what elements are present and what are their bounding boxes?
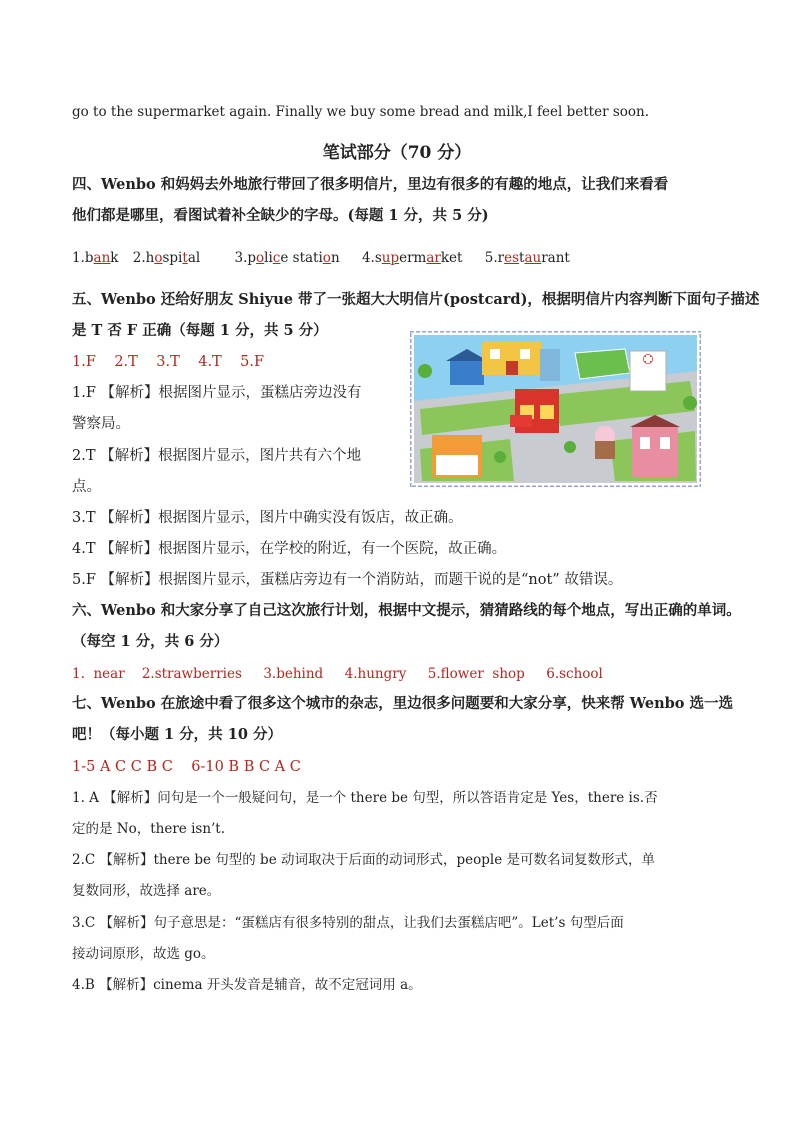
postcard-city-image [410,331,701,487]
s5-explain-4: 4.T 【解析】根据图片显示，在学校的附近，有一个医院，故正确。 [72,541,507,557]
s4-heading-2: 他们都是哪里，看图试着补全缺少的字母。(每题 1 分，共 5 分) [72,207,489,224]
s7-explain-1b: 定的是 No，there isn’t. [72,821,226,837]
s4-word-2: 2.hospital [132,250,201,266]
s4-word-3: 3.police station [234,250,340,266]
s6-heading-1: 六、Wenbo 和大家分享了自己这次旅行计划，根据中文提示，猜猜路线的每个地点，写出正确的单词。 [72,602,741,619]
s5-explain-1a: 1.F 【解析】根据图片显示，蛋糕店旁边没有 [72,385,362,401]
s7-heading-2: 吧！（每小题 1 分，共 10 分） [72,726,282,743]
s7-explain-3a: 3.C 【解析】句子意思是：“蛋糕店有很多特别的甜点，让我们去蛋糕店吧”。Let’s 句型后面 [72,915,624,931]
s4-word-1: 1.bank [72,250,119,266]
s5-explain-2b: 点。 [72,479,101,495]
s5-explain-1b: 警察局。 [72,416,130,432]
s6-answers: 1. near 2.strawberries 3.behind 4.hungry 5.flower shop 6.school [72,666,603,682]
s7-explain-2a: 2.C 【解析】there be 句型的 be 动词取决于后面的动词形式，people 是可数名词复数形式，单 [72,852,655,868]
section-title: 笔试部分（70 分） [322,143,472,163]
s5-explain-2a: 2.T 【解析】根据图片显示，图片共有六个地 [72,448,362,464]
s7-heading-1: 七、Wenbo 在旅途中看了很多这个城市的杂志，里边很多问题要和大家分享，快来帮 Wenbo 选一选 [72,695,733,712]
s4-heading-1: 四、Wenbo 和妈妈去外地旅行带回了很多明信片，里边有很多的有趣的地点，让我们来看看 [72,176,669,193]
s5-explain-5: 5.F 【解析】根据图片显示，蛋糕店旁边有一个消防站，而题干说的是“not” 故错误。 [72,572,623,588]
s7-answers: 1-5 A C C B C 6-10 B B C A C [72,759,301,775]
s5-heading-1: 五、Wenbo 还给好朋友 Shiyue 带了一张超大大明信片(postcard)，根据明信片内容判断下面句子描述 [72,291,760,308]
intro-line: go to the supermarket again. Finally we buy some bread and milk,I feel better soon. [72,104,649,120]
s5-heading-2: 是 T 否 F 正确（每题 1 分，共 5 分） [72,322,328,339]
s7-explain-3b: 接动词原形，故选 go。 [72,946,215,962]
s5-explain-3: 3.T 【解析】根据图片显示，图片中确实没有饭店，故正确。 [72,510,463,526]
s6-heading-2: （每空 1 分，共 6 分） [72,633,229,650]
s4-answer-words [72,248,724,268]
s7-explain-1a: 1. A 【解析】问句是一个一般疑问句，是一个 there be 句型，所以答语肯定是 Yes，there is.否 [72,790,658,806]
s7-explain-4: 4.B 【解析】cinema 开头发音是辅音，故不定冠词用 a。 [72,977,422,993]
s7-explain-2b: 复数同形，故选择 are。 [72,883,221,899]
s4-word-5: 5.restaurant [484,250,570,266]
s4-word-4: 4.supermarket [361,250,463,266]
s5-answers: 1.F 2.T 3.T 4.T 5.F [72,354,265,370]
